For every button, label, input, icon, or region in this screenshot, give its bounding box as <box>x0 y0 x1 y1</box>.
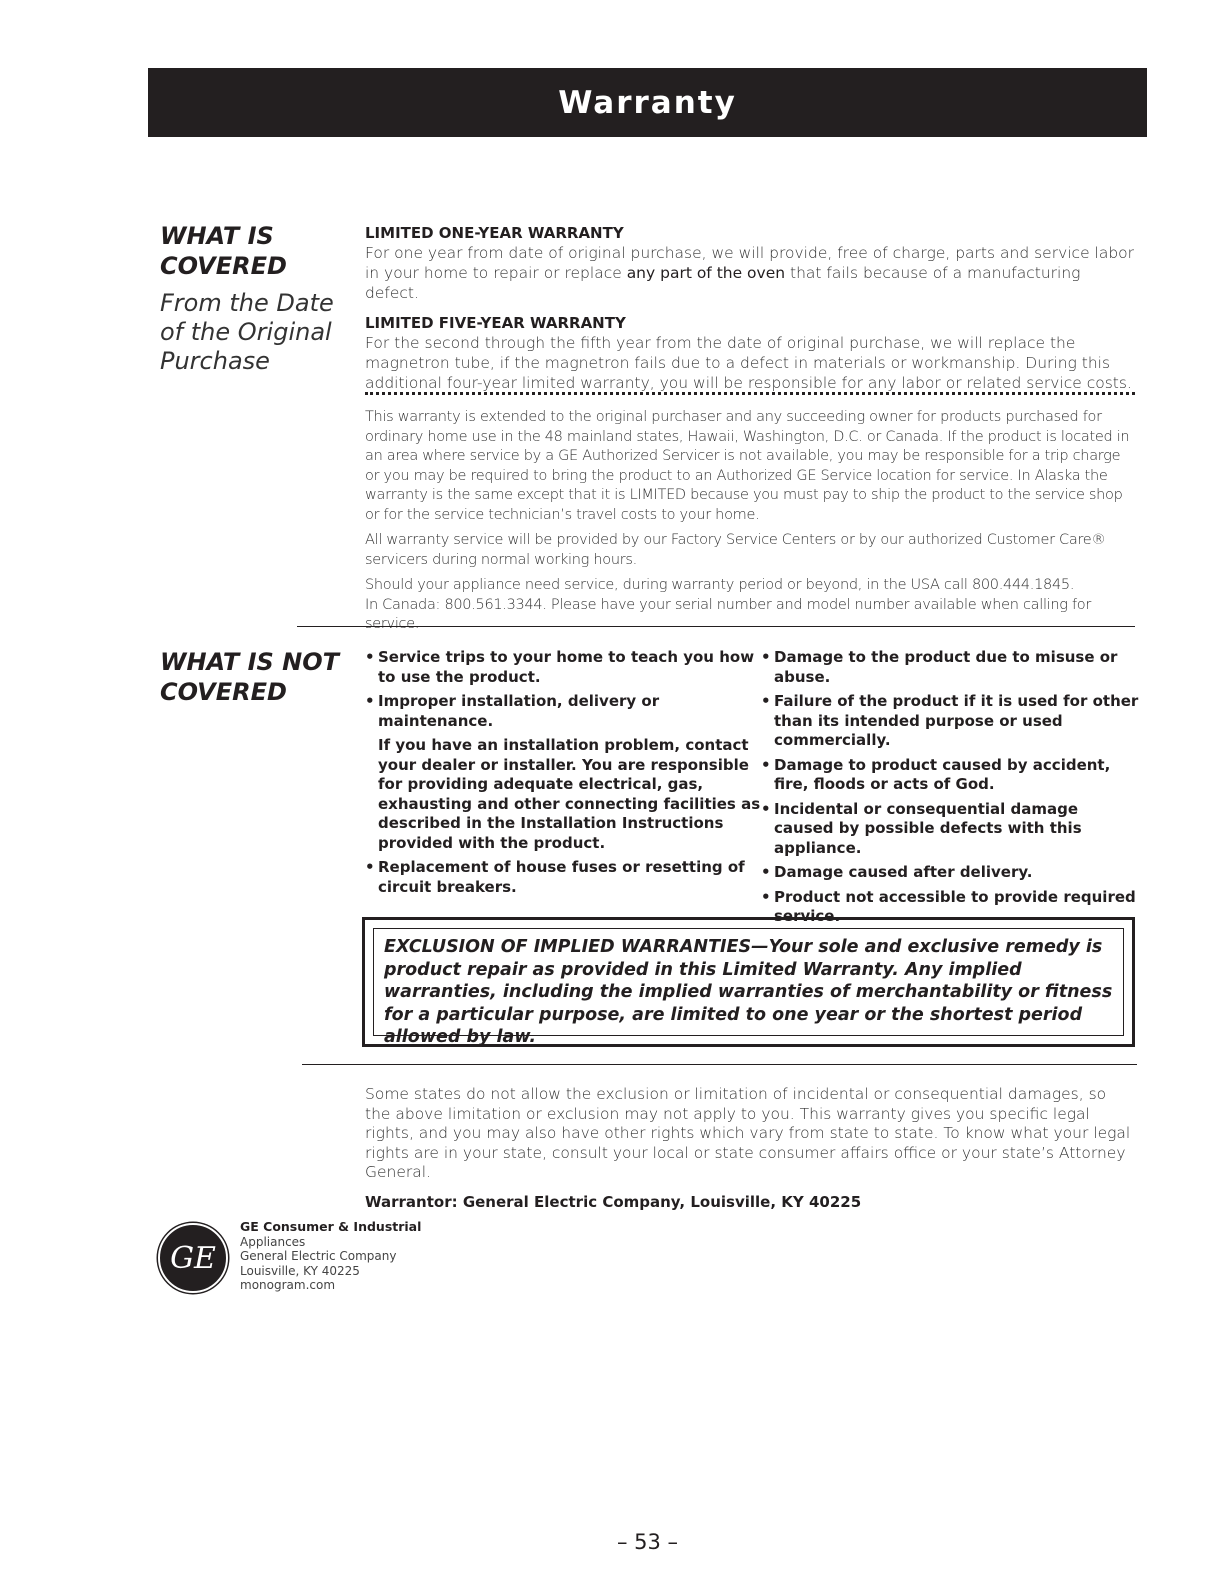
exclusion-box <box>362 917 1135 1047</box>
list-item: • Product not accessible to provide required service. <box>761 888 1140 927</box>
five-year-title: LIMITED FIVE-YEAR WARRANTY <box>365 314 626 332</box>
covered-subheading: From the Date of the Original Purchase <box>160 289 334 375</box>
list-item: If you have an installation problem, contact your dealer or installer. You are responsible for providing adequate electrical, gas, exhausting and other connecting facilities as described in the Installation Instructions provided with the product. <box>378 736 761 852</box>
not-covered-list <box>365 648 1140 932</box>
call-text-canada: In Canada: 800.561.3344. Please have your serial number and model number available when calling for service. <box>365 596 1092 632</box>
company-name: GE Consumer & Industrial <box>240 1219 422 1234</box>
states-section <box>365 1085 1135 1218</box>
covered-section <box>365 223 1135 399</box>
address-line: Louisville, KY 40225 <box>240 1263 360 1278</box>
call-text-usa: Should your appliance need service, during warranty period or beyond, in the USA call 800.444.1845. <box>365 577 1075 593</box>
page-number: – 53 – <box>616 1530 679 1554</box>
not-covered-right <box>761 648 1140 932</box>
dotted-divider <box>365 392 1135 395</box>
not-covered-sidebar <box>160 647 340 707</box>
list-item: • Replacement of house fuses or resetting of circuit breakers. <box>365 858 761 897</box>
list-item: • Failure of the product if it is used for other than its intended purpose or used commercially. <box>761 692 1140 751</box>
list-item: • Damage caused after delivery. <box>761 863 1140 883</box>
page-title: Warranty <box>558 84 737 121</box>
covered-sidebar <box>160 221 340 376</box>
coverage-terms <box>365 408 1135 641</box>
address-line: Appliances <box>240 1234 306 1249</box>
exclusion-text: EXCLUSION OF IMPLIED WARRANTIES—Your sole and exclusive remedy is product repair as provided in this Limited Warranty. Any implied warranties, including the implied warranties of merchantability or fitness for a particular purpose, are limited to one year or the shortest period allowed by law. <box>373 928 1124 1036</box>
not-covered-left <box>365 648 761 932</box>
ge-logo: GE <box>158 1223 228 1293</box>
list-item: • Damage to the product due to misuse or abuse. <box>761 648 1140 687</box>
website: monogram.com <box>240 1278 336 1292</box>
list-item: • Improper installation, delivery or maintenance. <box>365 692 761 731</box>
list-item: • Damage to product caused by accident, fire, floods or acts of God. <box>761 756 1140 795</box>
states-text: Some states do not allow the exclusion or limitation of incidental or consequential damages, so the above limitation or exclusion may not apply to you. This warranty gives you specific legal rights, and you may also have other rights which vary from state to state. To know what your legal rights are in your state, consult your local or state consumer affairs office or your state’s Attorney General. <box>365 1085 1131 1181</box>
section-divider <box>297 626 1135 627</box>
page-title-banner <box>148 68 1147 137</box>
list-item: • Service trips to your home to teach you how to use the product. <box>365 648 761 687</box>
warrantor: Warrantor: General Electric Company, Louisville, KY 40225 <box>365 1192 862 1211</box>
five-year-text: For the second through the fifth year from the date of original purchase, we will replace the magnetron tube, if the magnetron fails due to a defect in materials or workmanship. During this additional four-year limited warranty, you will be responsible for any labor or related service costs. <box>365 334 1132 392</box>
list-item: • Incidental or consequential damage caused by possible defects with this appliance. <box>761 800 1140 859</box>
covered-heading: WHAT IS COVERED <box>160 222 287 280</box>
address-line: General Electric Company <box>240 1249 397 1263</box>
one-year-title: LIMITED ONE-YEAR WARRANTY <box>365 224 624 242</box>
section-divider <box>302 1064 1137 1065</box>
one-year-text: For one year from date of original purchase, we will provide, free of charge, parts and service labor in your home to repair or replace any part of the oven that fails because of a manufacturing defect. <box>365 244 1135 302</box>
service-text: All warranty service will be provided by our Factory Service Centers or by our authorized Customer Care® servicers during normal working hours. <box>365 532 1106 568</box>
extended-text: This warranty is extended to the original purchaser and any succeeding owner for products purchased for ordinary home use in the 48 mainland states, Hawaii, Washington, D.C. or Canada. If the product is located in an area where service by a GE Authorized Servicer is not available, you may be responsible for a trip charge or you may be required to bring the product to an Authorized GE Service location for service. In Alaska the warranty is the same except that it is LIMITED because you must pay to ship the product to the service shop or for the service technician’s travel costs to your home. <box>365 409 1130 523</box>
not-covered-heading: WHAT IS NOT COVERED <box>160 648 339 706</box>
company-address <box>240 1220 421 1293</box>
